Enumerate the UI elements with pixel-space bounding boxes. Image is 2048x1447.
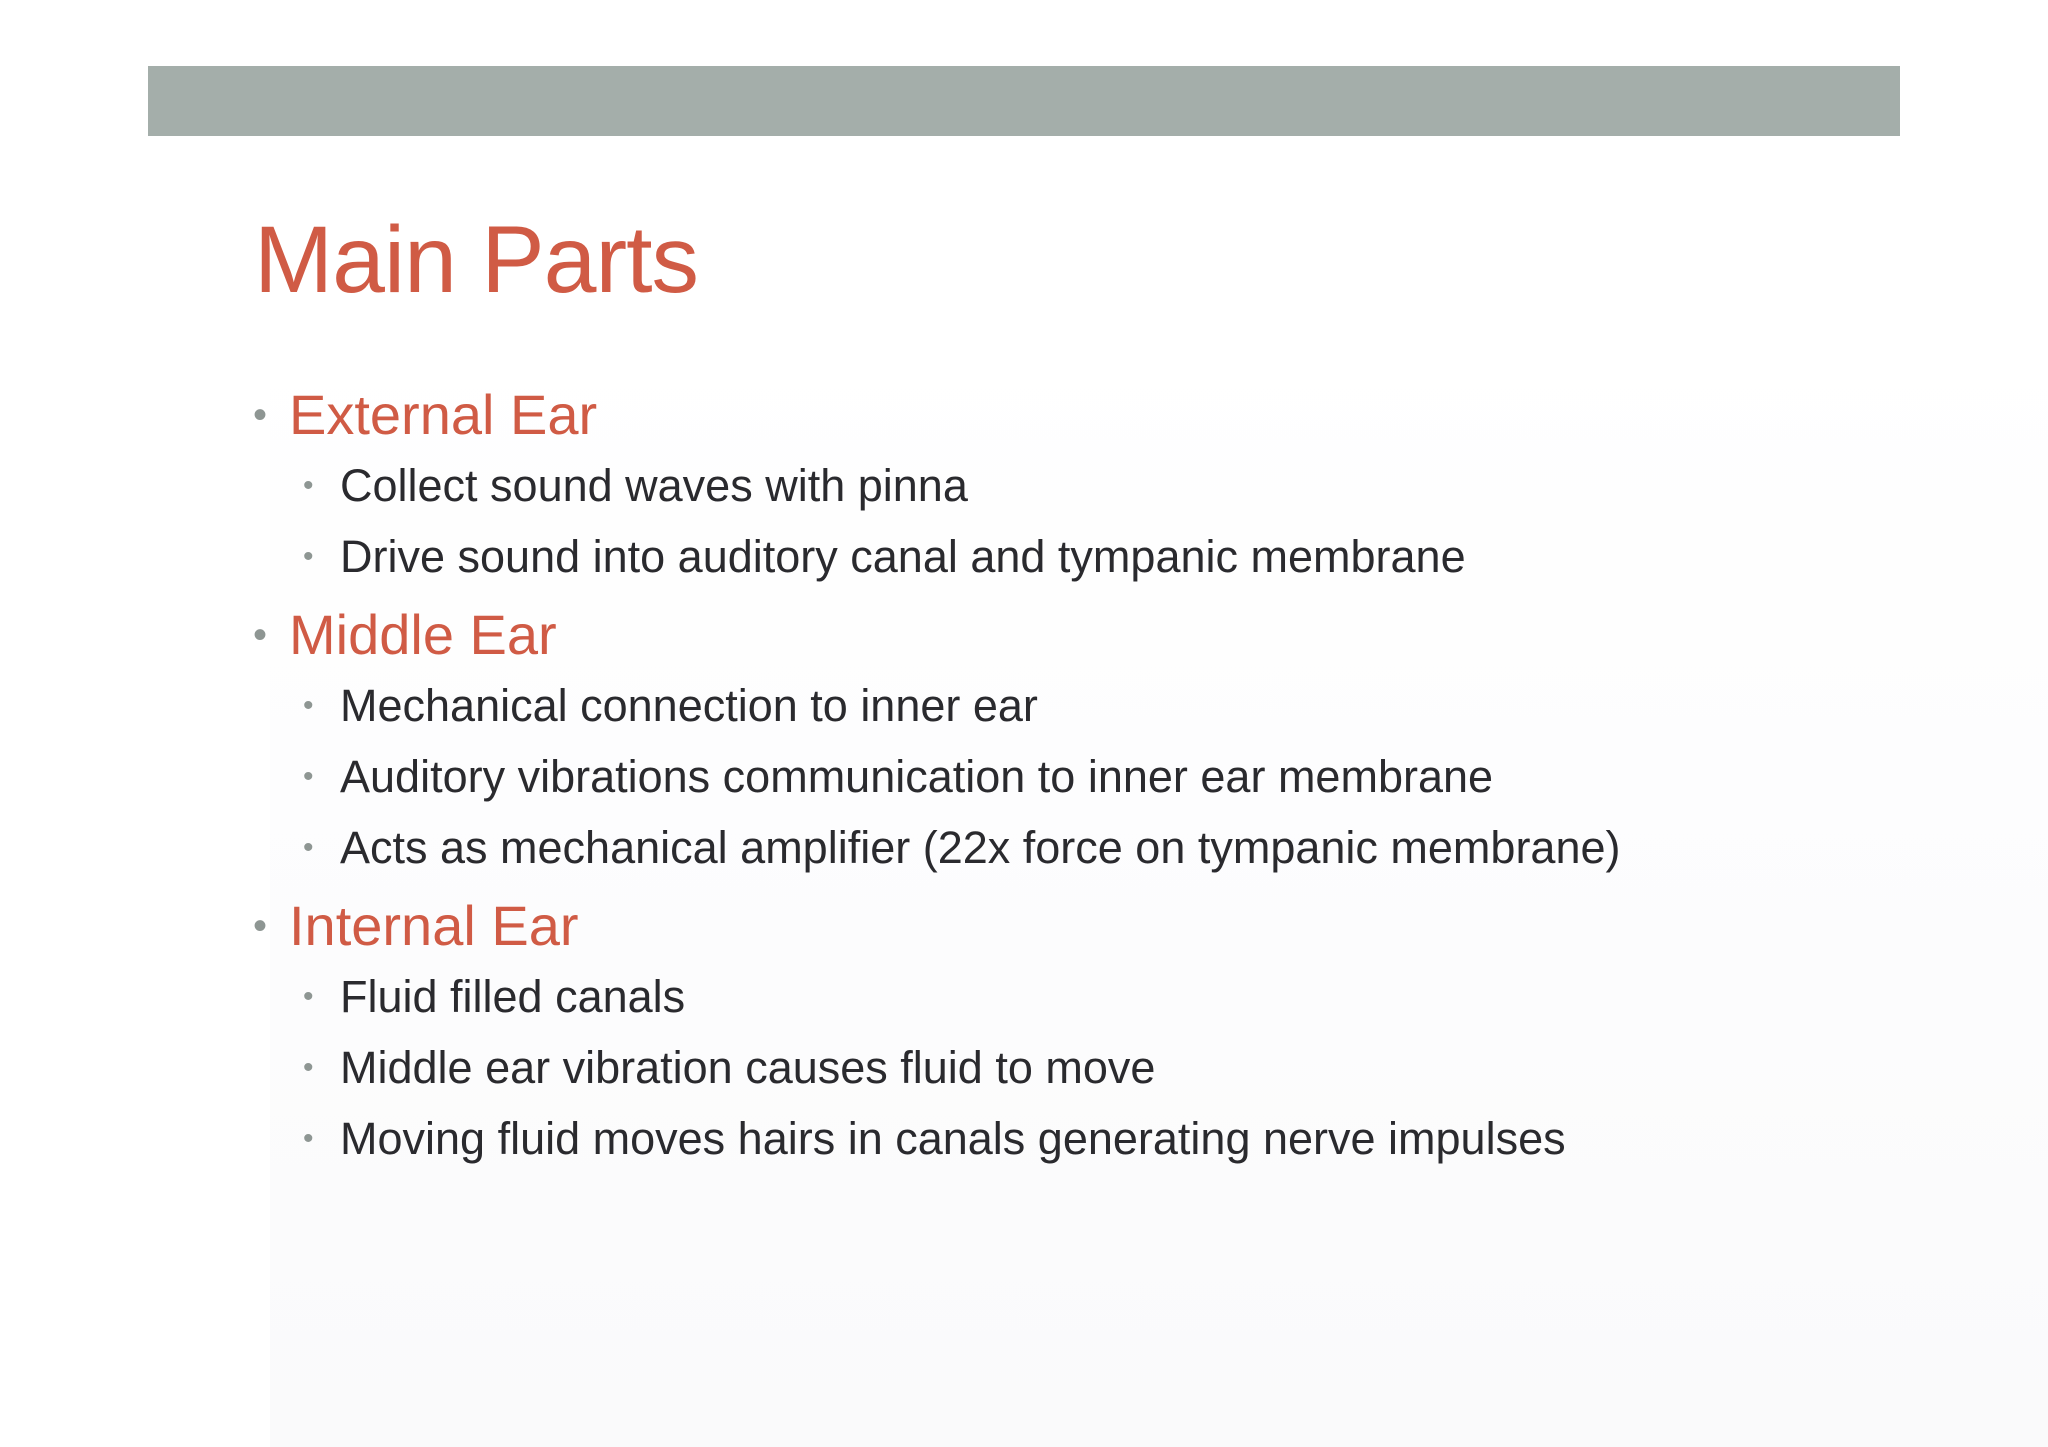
list-item: • Drive sound into auditory canal and tympanic membrane xyxy=(250,521,1950,592)
list-item: • Middle ear vibration causes fluid to move xyxy=(250,1032,1950,1103)
section-heading: • External Ear xyxy=(250,380,1950,450)
section-middle-ear xyxy=(250,600,1950,883)
list-item: • Acts as mechanical amplifier (22x force on tympanic membrane) xyxy=(250,812,1950,883)
header-bar xyxy=(148,66,1900,136)
list-item: • Fluid filled canals xyxy=(250,961,1950,1032)
list-item: • Mechanical connection to inner ear xyxy=(250,670,1950,741)
section-heading: • Internal Ear xyxy=(250,891,1950,961)
list-item: • Auditory vibrations communication to inner ear membrane xyxy=(250,741,1950,812)
slide-title: Main Parts xyxy=(254,207,699,313)
bullet-list xyxy=(250,380,1950,1174)
list-item: • Moving fluid moves hairs in canals generating nerve impulses xyxy=(250,1103,1950,1174)
section-heading: • Middle Ear xyxy=(250,600,1950,670)
section-internal-ear xyxy=(250,891,1950,1174)
list-item: • Collect sound waves with pinna xyxy=(250,450,1950,521)
section-external-ear xyxy=(250,380,1950,592)
